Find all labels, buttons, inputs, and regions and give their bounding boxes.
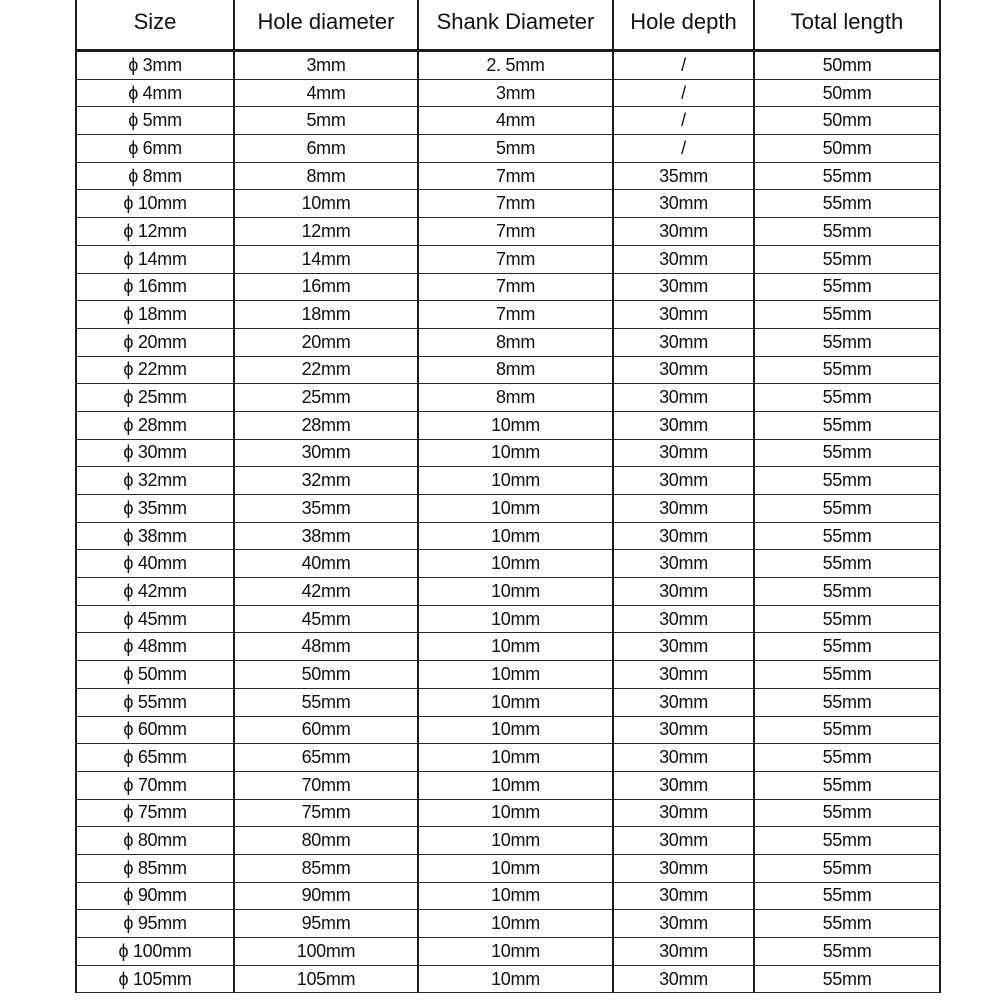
- size-cell: ϕ 40mm: [76, 550, 234, 578]
- total-length-cell: 55mm: [754, 578, 940, 606]
- hole-diameter-cell: 85mm: [234, 854, 418, 882]
- shank-diameter-cell: 10mm: [418, 938, 613, 966]
- table-body: [76, 51, 940, 993]
- total-length-cell: 55mm: [754, 882, 940, 910]
- total-length-cell: 55mm: [754, 190, 940, 218]
- shank-diameter-cell: 7mm: [418, 218, 613, 246]
- table-row: [76, 356, 940, 384]
- hole-diameter-cell: 10mm: [234, 190, 418, 218]
- total-length-cell: 55mm: [754, 439, 940, 467]
- table-row: [76, 190, 940, 218]
- size-cell: ϕ 5mm: [76, 107, 234, 135]
- hole-depth-cell: 35mm: [613, 162, 754, 190]
- table-row: [76, 661, 940, 689]
- column-header-total-length: Total length: [754, 0, 940, 51]
- shank-diameter-cell: 7mm: [418, 190, 613, 218]
- hole-depth-cell: 30mm: [613, 245, 754, 273]
- column-header-size: Size: [76, 0, 234, 51]
- size-cell: ϕ 42mm: [76, 578, 234, 606]
- total-length-cell: 55mm: [754, 356, 940, 384]
- table-row: [76, 854, 940, 882]
- table-row: [76, 688, 940, 716]
- shank-diameter-cell: 5mm: [418, 135, 613, 163]
- hole-depth-cell: 30mm: [613, 578, 754, 606]
- total-length-cell: 55mm: [754, 467, 940, 495]
- hole-diameter-cell: 105mm: [234, 965, 418, 993]
- hole-depth-cell: 30mm: [613, 550, 754, 578]
- table-row: [76, 744, 940, 772]
- table-row: [76, 273, 940, 301]
- shank-diameter-cell: 2. 5mm: [418, 51, 613, 80]
- hole-depth-cell: 30mm: [613, 218, 754, 246]
- column-header-shank-diameter: Shank Diameter: [418, 0, 613, 51]
- table-row: [76, 328, 940, 356]
- shank-diameter-cell: 8mm: [418, 328, 613, 356]
- hole-depth-cell: 30mm: [613, 661, 754, 689]
- size-cell: ϕ 90mm: [76, 882, 234, 910]
- shank-diameter-cell: 8mm: [418, 356, 613, 384]
- shank-diameter-cell: 4mm: [418, 107, 613, 135]
- total-length-cell: 55mm: [754, 688, 940, 716]
- shank-diameter-cell: 3mm: [418, 79, 613, 107]
- table-row: [76, 439, 940, 467]
- size-cell: ϕ 16mm: [76, 273, 234, 301]
- size-cell: ϕ 14mm: [76, 245, 234, 273]
- shank-diameter-cell: 10mm: [418, 439, 613, 467]
- table-row: [76, 135, 940, 163]
- hole-depth-cell: 30mm: [613, 411, 754, 439]
- hole-diameter-cell: 75mm: [234, 799, 418, 827]
- size-cell: ϕ 45mm: [76, 605, 234, 633]
- hole-depth-cell: 30mm: [613, 854, 754, 882]
- table-row: [76, 965, 940, 993]
- total-length-cell: 55mm: [754, 965, 940, 993]
- shank-diameter-cell: 10mm: [418, 661, 613, 689]
- shank-diameter-cell: 7mm: [418, 245, 613, 273]
- hole-diameter-cell: 70mm: [234, 771, 418, 799]
- total-length-cell: 55mm: [754, 744, 940, 772]
- size-cell: ϕ 50mm: [76, 661, 234, 689]
- table-row: [76, 411, 940, 439]
- shank-diameter-cell: 10mm: [418, 411, 613, 439]
- size-cell: ϕ 35mm: [76, 495, 234, 523]
- spec-table: [75, 0, 941, 993]
- total-length-cell: 55mm: [754, 550, 940, 578]
- shank-diameter-cell: 10mm: [418, 744, 613, 772]
- total-length-cell: 55mm: [754, 799, 940, 827]
- column-header-hole-diameter: Hole diameter: [234, 0, 418, 51]
- table-row: [76, 218, 940, 246]
- hole-diameter-cell: 40mm: [234, 550, 418, 578]
- hole-depth-cell: 30mm: [613, 716, 754, 744]
- table-row: [76, 495, 940, 523]
- size-cell: ϕ 6mm: [76, 135, 234, 163]
- column-header-hole-depth: Hole depth: [613, 0, 754, 51]
- hole-diameter-cell: 20mm: [234, 328, 418, 356]
- hole-depth-cell: /: [613, 51, 754, 80]
- total-length-cell: 55mm: [754, 218, 940, 246]
- hole-diameter-cell: 25mm: [234, 384, 418, 412]
- shank-diameter-cell: 10mm: [418, 550, 613, 578]
- shank-diameter-cell: 10mm: [418, 965, 613, 993]
- shank-diameter-cell: 10mm: [418, 799, 613, 827]
- shank-diameter-cell: 10mm: [418, 605, 613, 633]
- size-cell: ϕ 85mm: [76, 854, 234, 882]
- total-length-cell: 50mm: [754, 107, 940, 135]
- size-cell: ϕ 38mm: [76, 522, 234, 550]
- total-length-cell: 50mm: [754, 51, 940, 80]
- hole-diameter-cell: 95mm: [234, 910, 418, 938]
- size-cell: ϕ 10mm: [76, 190, 234, 218]
- hole-diameter-cell: 50mm: [234, 661, 418, 689]
- hole-diameter-cell: 16mm: [234, 273, 418, 301]
- hole-depth-cell: 30mm: [613, 882, 754, 910]
- table-header: [76, 0, 940, 51]
- table-row: [76, 578, 940, 606]
- size-cell: ϕ 30mm: [76, 439, 234, 467]
- hole-depth-cell: /: [613, 135, 754, 163]
- hole-diameter-cell: 3mm: [234, 51, 418, 80]
- hole-diameter-cell: 4mm: [234, 79, 418, 107]
- hole-diameter-cell: 35mm: [234, 495, 418, 523]
- hole-depth-cell: /: [613, 79, 754, 107]
- hole-diameter-cell: 8mm: [234, 162, 418, 190]
- table-row: [76, 79, 940, 107]
- hole-depth-cell: 30mm: [613, 384, 754, 412]
- hole-depth-cell: 30mm: [613, 938, 754, 966]
- table-row: [76, 882, 940, 910]
- table-row: [76, 799, 940, 827]
- hole-depth-cell: 30mm: [613, 605, 754, 633]
- size-cell: ϕ 32mm: [76, 467, 234, 495]
- size-cell: ϕ 80mm: [76, 827, 234, 855]
- size-cell: ϕ 12mm: [76, 218, 234, 246]
- hole-depth-cell: 30mm: [613, 328, 754, 356]
- total-length-cell: 55mm: [754, 162, 940, 190]
- size-cell: ϕ 8mm: [76, 162, 234, 190]
- hole-diameter-cell: 30mm: [234, 439, 418, 467]
- total-length-cell: 55mm: [754, 273, 940, 301]
- size-cell: ϕ 25mm: [76, 384, 234, 412]
- size-cell: ϕ 4mm: [76, 79, 234, 107]
- total-length-cell: 55mm: [754, 716, 940, 744]
- total-length-cell: 55mm: [754, 771, 940, 799]
- table-row: [76, 467, 940, 495]
- hole-depth-cell: 30mm: [613, 910, 754, 938]
- shank-diameter-cell: 10mm: [418, 633, 613, 661]
- hole-diameter-cell: 22mm: [234, 356, 418, 384]
- hole-diameter-cell: 100mm: [234, 938, 418, 966]
- hole-depth-cell: 30mm: [613, 633, 754, 661]
- size-cell: ϕ 28mm: [76, 411, 234, 439]
- hole-diameter-cell: 48mm: [234, 633, 418, 661]
- shank-diameter-cell: 10mm: [418, 882, 613, 910]
- total-length-cell: 55mm: [754, 910, 940, 938]
- total-length-cell: 55mm: [754, 605, 940, 633]
- table-row: [76, 51, 940, 80]
- shank-diameter-cell: 10mm: [418, 716, 613, 744]
- shank-diameter-cell: 10mm: [418, 827, 613, 855]
- total-length-cell: 55mm: [754, 384, 940, 412]
- total-length-cell: 55mm: [754, 328, 940, 356]
- hole-depth-cell: 30mm: [613, 495, 754, 523]
- shank-diameter-cell: 10mm: [418, 522, 613, 550]
- hole-depth-cell: 30mm: [613, 522, 754, 550]
- size-cell: ϕ 3mm: [76, 51, 234, 80]
- hole-diameter-cell: 80mm: [234, 827, 418, 855]
- size-cell: ϕ 65mm: [76, 744, 234, 772]
- table-row: [76, 301, 940, 329]
- size-cell: ϕ 18mm: [76, 301, 234, 329]
- total-length-cell: 55mm: [754, 827, 940, 855]
- table-row: [76, 162, 940, 190]
- table-row: [76, 605, 940, 633]
- table-row: [76, 384, 940, 412]
- size-cell: ϕ 95mm: [76, 910, 234, 938]
- hole-depth-cell: 30mm: [613, 799, 754, 827]
- size-cell: ϕ 22mm: [76, 356, 234, 384]
- shank-diameter-cell: 7mm: [418, 162, 613, 190]
- hole-diameter-cell: 38mm: [234, 522, 418, 550]
- hole-diameter-cell: 60mm: [234, 716, 418, 744]
- shank-diameter-cell: 10mm: [418, 854, 613, 882]
- hole-diameter-cell: 14mm: [234, 245, 418, 273]
- hole-depth-cell: 30mm: [613, 744, 754, 772]
- total-length-cell: 55mm: [754, 245, 940, 273]
- table-row: [76, 107, 940, 135]
- hole-diameter-cell: 65mm: [234, 744, 418, 772]
- total-length-cell: 55mm: [754, 854, 940, 882]
- hole-diameter-cell: 32mm: [234, 467, 418, 495]
- table-row: [76, 938, 940, 966]
- hole-depth-cell: 30mm: [613, 771, 754, 799]
- hole-diameter-cell: 55mm: [234, 688, 418, 716]
- hole-diameter-cell: 90mm: [234, 882, 418, 910]
- total-length-cell: 55mm: [754, 633, 940, 661]
- total-length-cell: 55mm: [754, 938, 940, 966]
- size-cell: ϕ 55mm: [76, 688, 234, 716]
- size-cell: ϕ 105mm: [76, 965, 234, 993]
- hole-diameter-cell: 45mm: [234, 605, 418, 633]
- shank-diameter-cell: 10mm: [418, 688, 613, 716]
- total-length-cell: 55mm: [754, 495, 940, 523]
- hole-depth-cell: 30mm: [613, 356, 754, 384]
- size-cell: ϕ 60mm: [76, 716, 234, 744]
- hole-diameter-cell: 5mm: [234, 107, 418, 135]
- hole-depth-cell: 30mm: [613, 467, 754, 495]
- shank-diameter-cell: 10mm: [418, 771, 613, 799]
- hole-depth-cell: /: [613, 107, 754, 135]
- hole-depth-cell: 30mm: [613, 301, 754, 329]
- size-cell: ϕ 75mm: [76, 799, 234, 827]
- hole-diameter-cell: 28mm: [234, 411, 418, 439]
- header-row: [76, 0, 940, 51]
- hole-diameter-cell: 6mm: [234, 135, 418, 163]
- hole-diameter-cell: 42mm: [234, 578, 418, 606]
- size-cell: ϕ 100mm: [76, 938, 234, 966]
- table-row: [76, 827, 940, 855]
- shank-diameter-cell: 7mm: [418, 273, 613, 301]
- shank-diameter-cell: 10mm: [418, 910, 613, 938]
- table-row: [76, 771, 940, 799]
- total-length-cell: 55mm: [754, 522, 940, 550]
- size-cell: ϕ 70mm: [76, 771, 234, 799]
- total-length-cell: 55mm: [754, 411, 940, 439]
- hole-depth-cell: 30mm: [613, 965, 754, 993]
- size-cell: ϕ 48mm: [76, 633, 234, 661]
- table-row: [76, 522, 940, 550]
- shank-diameter-cell: 10mm: [418, 467, 613, 495]
- hole-depth-cell: 30mm: [613, 273, 754, 301]
- table-row: [76, 633, 940, 661]
- total-length-cell: 55mm: [754, 301, 940, 329]
- hole-depth-cell: 30mm: [613, 688, 754, 716]
- hole-depth-cell: 30mm: [613, 190, 754, 218]
- table-row: [76, 910, 940, 938]
- hole-depth-cell: 30mm: [613, 827, 754, 855]
- shank-diameter-cell: 10mm: [418, 495, 613, 523]
- shank-diameter-cell: 8mm: [418, 384, 613, 412]
- size-cell: ϕ 20mm: [76, 328, 234, 356]
- table-row: [76, 550, 940, 578]
- shank-diameter-cell: 7mm: [418, 301, 613, 329]
- table-row: [76, 716, 940, 744]
- total-length-cell: 55mm: [754, 661, 940, 689]
- hole-diameter-cell: 12mm: [234, 218, 418, 246]
- table-row: [76, 245, 940, 273]
- total-length-cell: 50mm: [754, 79, 940, 107]
- shank-diameter-cell: 10mm: [418, 578, 613, 606]
- hole-depth-cell: 30mm: [613, 439, 754, 467]
- hole-diameter-cell: 18mm: [234, 301, 418, 329]
- total-length-cell: 50mm: [754, 135, 940, 163]
